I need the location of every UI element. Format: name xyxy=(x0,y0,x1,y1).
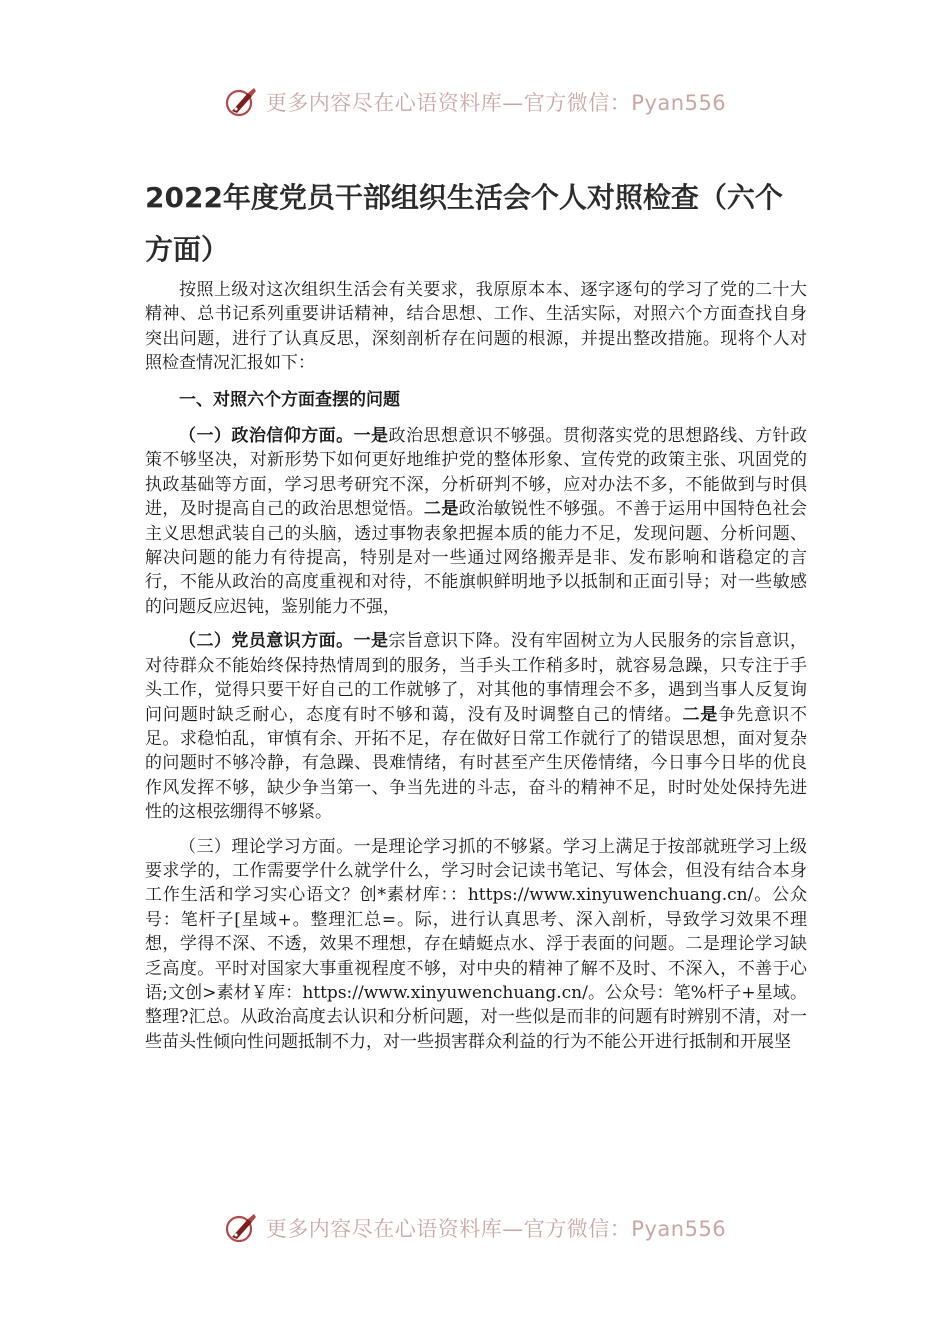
section2-point2-label: 二是 xyxy=(682,704,719,725)
section1-point1-text: 政治思想意识不够强。贯彻落实党的思想路线、方针政策不够坚决，对新形势下如何更好地维护党的整体形象、宣传党的政策主张、巩固党的执政基础等方面，学习思考研究不深，分析研判不够，应对办法不多，不能做到与时俱进，及时提高自己的政治思想觉悟。 xyxy=(145,426,808,520)
footer-watermark xyxy=(0,1206,950,1250)
intro-paragraph: 按照上级对这次组织生活会有关要求，我原原本本、逐字逐句的学习了党的二十大精神、总书记系列重要讲话精神，结合思想、工作、生活实际，对照六个方面查找自身突出问题，进行了认真反思，深刻剖析存在问题的根源，并提出整改措施。现将个人对照检查情况汇报如下： xyxy=(145,280,807,374)
section1-paragraph xyxy=(145,424,807,619)
section3-paragraph: （三）理论学习方面。一是理论学习抓的不够紧。学习上满足于按部就班学习上级要求学的，工作需要学什么就学什么，学习时会记读书笔记、写体会，但没有结合本身工作生活和学习实心语文？创*素材库：：https://www.xinyuwenchuang.cn/。公众号：笔杆子[星域+。整理汇总=。际，进行认真思考、深入剖析，导致学习效果不理想，学得不深、不透，效果不理想，存在蜻蜓点水、浮于表面的问题。二是理论学习缺乏高度。平时对国家大事重视程度不够，对中央的精神了解不及时、不深入，不善于心语;文创>素材￥库：https://www.xinyuwenchuang.cn/。公众号：笔%杆子+星域。整理?汇总。从政治高度去认识和分析问题，对一些似是而非的问题有时辨别不清，对一些苗头性倾向性问题抵制不力，对一些损害群众利益的行为不能公开进行抵制和开展坚 xyxy=(145,836,807,1052)
section1-point2-text: 政治敏锐性不够强。不善于运用中国特色社会主义思想武装自己的头脑，透过事物表象把握本质的能力不足，发现问题、分析问题、解决问题的能力有待提高，特别是对一些通过网络搬弄是非、发布影响和谐稳定的言行，不能从政治的高度重视和对待，不能旗帜鲜明地予以抵制和正面引导；对一些敏感的问题反应迟钝，鉴别能力不强， xyxy=(145,499,808,617)
watermark-text: 更多内容尽在心语资料库—官方微信：Pyan556 xyxy=(265,91,727,115)
header-watermark xyxy=(0,80,950,124)
section1-lead: （一）政治信仰方面。 xyxy=(179,426,354,447)
watermark-text: 更多内容尽在心语资料库—官方微信：Pyan556 xyxy=(265,1217,727,1241)
document-body xyxy=(145,278,807,1054)
section2-point1-label: 一是 xyxy=(353,631,389,652)
section1-point1-label: 一是 xyxy=(353,426,389,447)
section-heading: 一、对照六个方面查摆的问题 xyxy=(179,389,400,410)
section2-paragraph xyxy=(145,629,807,824)
section2-point1-text: 宗旨意识下降。没有牢固树立为人民服务的宗旨意识，对待群众不能始终保持热情周到的服务，当手头工作稍多时，就容易急躁，只专注于手头工作，觉得只要干好自己的工作就够了，对其他的事情理会不多，遇到当事人反复询问问题时缺乏耐心，态度有时不够和蔼，没有及时调整自己的情绪。 xyxy=(145,631,808,725)
fountain-pen-logo-icon xyxy=(224,85,258,119)
document-title: 2022年度党员干部组织生活会个人对照检查（六个方面） xyxy=(145,181,783,266)
section2-lead: （二）党员意识方面。 xyxy=(179,631,354,652)
section1-point2-label: 二是 xyxy=(423,499,459,520)
section2-point2-text: 争先意识不足。求稳怕乱，审慎有余、开拓不足，存在做好日常工作就行了的错误思想，面对复杂的问题时不够冷静，有急躁、畏难情绪，有时甚至产生厌倦情绪，今日事今日毕的优良作风发挥不够，缺少争当第一、争当先进的斗志，奋斗的精神不足，时时处处保持先进性的这根弦绷得不够紧。 xyxy=(145,704,808,823)
fountain-pen-logo-icon xyxy=(224,1211,258,1245)
